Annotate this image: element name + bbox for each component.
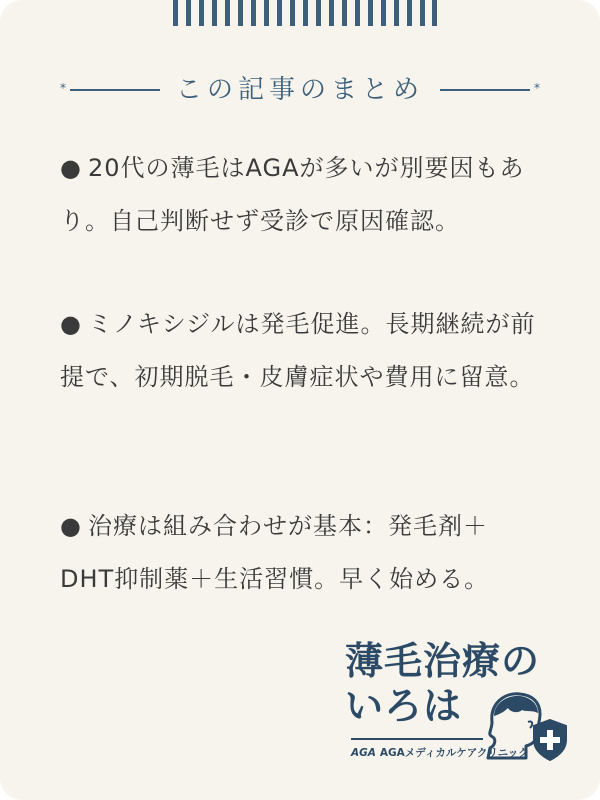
top-stripes-decoration bbox=[173, 0, 437, 26]
summary-point-text: 20代の薄毛はAGAが多いが別要因もあり。自己判断せず受診で原因確認。 bbox=[60, 154, 525, 235]
bullet-icon: ● bbox=[60, 310, 82, 338]
logo-title-line1: 薄毛治療の bbox=[345, 639, 541, 683]
summary-point-text: 治療は組み合わせが基本：発毛剤＋DHT抑制薬＋生活習慣。早く始める。 bbox=[60, 512, 490, 593]
logo-title-line2: いろは bbox=[345, 684, 463, 728]
clinic-name-text: AGAメディカルケアクリニック bbox=[379, 747, 529, 759]
heading-right-mark: * bbox=[534, 81, 540, 95]
heading-right-rule bbox=[440, 89, 530, 91]
brand-logo bbox=[345, 638, 575, 778]
summary-point-2 bbox=[60, 298, 540, 404]
heading-left-mark: * bbox=[60, 81, 66, 95]
summary-point-3 bbox=[60, 500, 540, 606]
bullet-icon: ● bbox=[60, 154, 82, 182]
clinic-name bbox=[351, 745, 529, 760]
logo-underline bbox=[351, 738, 483, 740]
section-heading bbox=[60, 70, 540, 110]
summary-point-text: ミノキシジルは発毛促進。長期継続が前提で、初期脱毛・皮膚症状や費用に留意。 bbox=[60, 310, 536, 391]
heading-left-rule bbox=[70, 89, 160, 91]
summary-point-1 bbox=[60, 142, 540, 248]
bullet-icon: ● bbox=[60, 512, 82, 540]
summary-title: この記事のまとめ bbox=[175, 75, 424, 105]
man-profile-icon bbox=[480, 686, 575, 774]
clinic-mark: AGA bbox=[351, 747, 376, 759]
